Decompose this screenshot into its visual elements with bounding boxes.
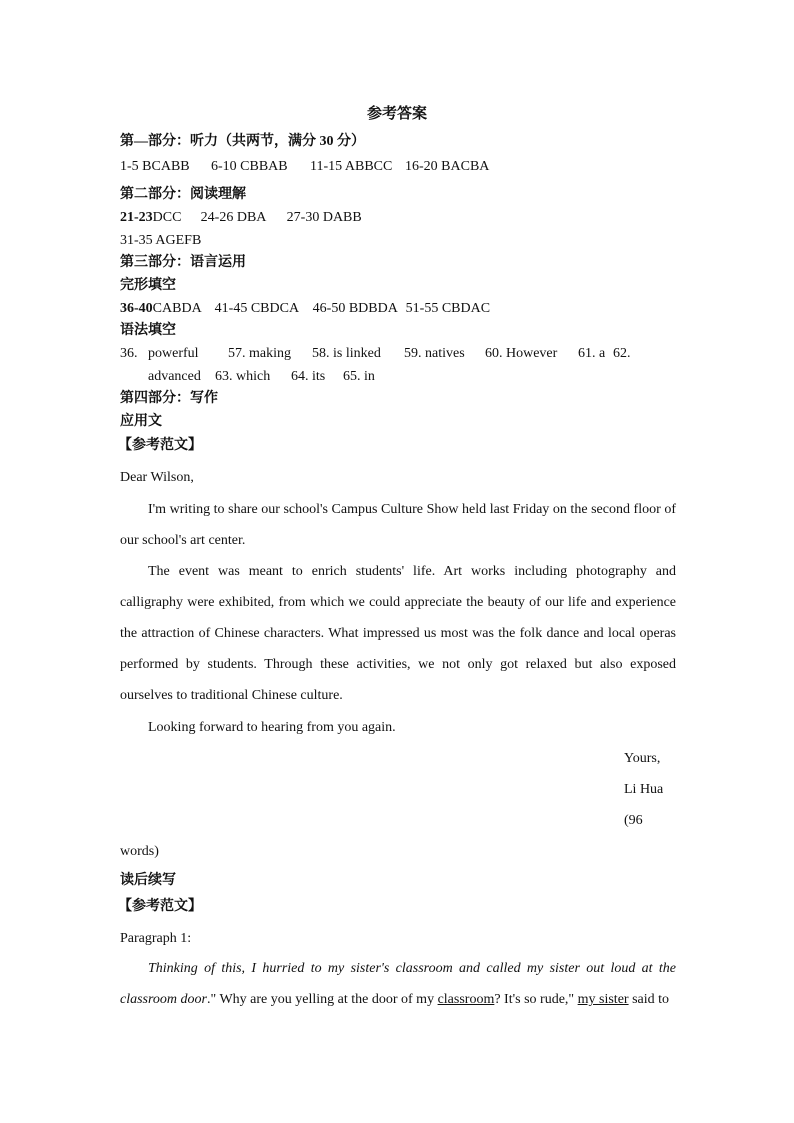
grammar-answer: 60. However: [485, 346, 558, 361]
page-title: 参考答案: [366, 106, 427, 122]
grammar-answers-line1: [120, 344, 631, 364]
sample-essay-label-2: 【参考范文】: [118, 899, 202, 914]
answer-group: 11-15 ABBCC: [310, 159, 393, 174]
letter-paragraph-1: I'm writing to share our school's Campus Culture Show held last Friday on the second floor of our school's art center.: [120, 502, 676, 548]
grammar-heading: 语法填空: [120, 323, 176, 338]
answer-range: 36-40: [120, 301, 153, 316]
grammar-answer: 59. natives: [404, 346, 465, 361]
underlined-word: classroom: [437, 992, 495, 1007]
grammar-answer: advanced: [148, 369, 201, 384]
grammar-answer: 57. making: [228, 346, 291, 361]
part1-heading-text: 第—部分：听力（共两节，满分: [120, 134, 320, 149]
part4-heading: 第四部分：写作: [120, 391, 218, 406]
answer-group: 41-45 CBDCA: [214, 301, 300, 316]
part1-heading-suffix: 分）: [333, 134, 365, 149]
underlined-word: my sister: [577, 992, 629, 1007]
answer-group: CABDA: [152, 301, 202, 316]
answer-group: 24-26 DBA: [200, 210, 267, 225]
letter-paragraph-3: Looking forward to hearing from you again.: [148, 720, 396, 735]
letter-closing: Yours,: [624, 751, 661, 766]
answer-group: 46-50 BDBDA: [312, 301, 398, 316]
part3-heading: 第三部分：语言运用: [120, 255, 246, 270]
answer-group: 6-10 CBBAB: [211, 159, 288, 174]
answer-group: 51-55 CBDAC: [405, 301, 491, 316]
grammar-answer: 65. in: [343, 369, 375, 384]
answer-group: 16-20 BACBA: [405, 159, 490, 174]
answer-group: 27-30 DABB: [286, 210, 362, 225]
part2-heading: 第二部分：阅读理解: [120, 187, 246, 202]
grammar-answer: 36.: [120, 346, 138, 361]
grammar-answer: 58. is linked: [312, 346, 381, 361]
answer-range: 21-23: [120, 210, 153, 225]
practical-writing-heading: 应用文: [120, 414, 162, 429]
part2-answers-line2: 31-35 AGEFB: [120, 233, 202, 248]
part2-answers-line1: [120, 208, 362, 228]
paragraph-label: Paragraph 1:: [120, 931, 192, 946]
part1-answers: [120, 157, 489, 177]
grammar-answer: 62.: [613, 346, 631, 361]
salutation: Dear Wilson,: [120, 470, 194, 485]
answer-group: DCC: [152, 210, 182, 225]
continuation-text: ." Why are you yelling at the door of my: [207, 992, 438, 1007]
grammar-answer: 64. its: [291, 369, 326, 384]
continuation-text: said to: [628, 992, 670, 1007]
sample-essay-label: 【参考范文】: [118, 438, 202, 453]
grammar-answers-line2: [148, 367, 375, 387]
word-count: (96: [624, 813, 643, 828]
letter-paragraph-2: The event was meant to enrich students' life. Art works including photography and calligraphy were exhibited, from which we could appreciate the beauty of our life and experience the attraction of Chinese characters. What impressed us most was the folk dance and local operas performed by students. Through these activities, we not only got relaxed but also exposed ourselves to traditional Chinese culture.: [120, 564, 676, 703]
cloze-answers: [120, 299, 490, 319]
word-count-unit: words): [120, 844, 159, 859]
answer-group: 1-5 BCABB: [120, 159, 190, 174]
letter-signature: Li Hua: [624, 782, 664, 797]
grammar-answer: 63. which: [215, 369, 271, 384]
grammar-answer: 61. a: [578, 346, 606, 361]
continuation-text: ? It's so rude,": [494, 992, 578, 1007]
part1-heading-score: 30: [319, 134, 334, 149]
continuation-given-sentence: Thinking of this, I hurried to my sister's classroom and called my sister out loud at the classroom door: [120, 961, 676, 1007]
part1-heading: [120, 132, 365, 152]
grammar-answer: powerful: [148, 346, 199, 361]
continuation-writing-heading: 读后续写: [120, 873, 176, 888]
continuation-paragraph: [120, 953, 676, 1015]
cloze-heading: 完形填空: [120, 278, 176, 293]
